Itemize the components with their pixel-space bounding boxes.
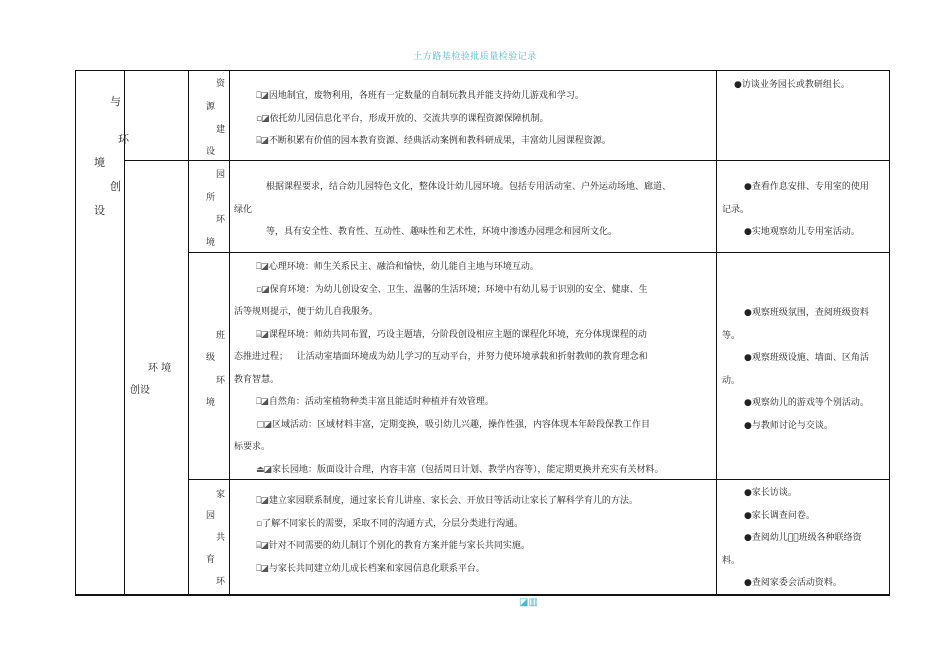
category-char: 级 bbox=[206, 353, 216, 363]
row-divider bbox=[124, 160, 890, 161]
content-line: ⎕◪因地制宜，废物利用，各班有一定数量的自制玩教具并能支持幼儿游戏和学习。 bbox=[256, 91, 584, 101]
content-line: ⎕◪建立家园联系制度，通过家长育儿讲座、家长会、开放日等活动让家长了解科学育儿的方法。 bbox=[256, 496, 638, 506]
category-char: 育 bbox=[206, 555, 216, 565]
section-char: 创 bbox=[110, 180, 121, 193]
bullet-icon: ⌸◪ bbox=[256, 541, 268, 551]
bullet-icon: ⌸◪ bbox=[256, 329, 268, 340]
section-char: 设 bbox=[94, 204, 105, 217]
category-char: 班 bbox=[216, 331, 226, 341]
bullet-icon: ▢◪ bbox=[256, 419, 272, 430]
section-char: 与 bbox=[110, 95, 121, 108]
method-line: 料。 bbox=[722, 555, 741, 566]
content-line: 活等规则提示，便于幼儿自我服务。 bbox=[234, 307, 379, 317]
method-line: ●实地观察幼儿专用室活动。 bbox=[744, 227, 860, 237]
category-char: 境 bbox=[206, 238, 216, 248]
bullet-icon: ⎕◪ bbox=[256, 397, 268, 407]
content-line: ⏏◪家长园地：版面设计合理，内容丰富（包括周日计划、教学内容等），能定期更换并充实有关材料。 bbox=[256, 464, 664, 475]
bullet-icon: ▫◪ bbox=[256, 284, 269, 295]
subsection-label: 环 境 bbox=[148, 363, 172, 374]
col-divider bbox=[716, 70, 717, 594]
content-cell bbox=[234, 176, 671, 244]
section-char: 境 bbox=[94, 156, 105, 169]
category-char: 环 bbox=[216, 376, 226, 386]
content-line: ▫了解不同家长的需要，采取不同的沟通方式，分层分类进行沟通。 bbox=[256, 518, 524, 529]
category-char: 设 bbox=[206, 147, 216, 157]
content-line: ⎕◪心理环境：师生关系民主、融洽和愉快，幼儿能自主地与环境互动。 bbox=[256, 262, 539, 272]
category-char: 环 bbox=[216, 215, 226, 225]
method-line: ●查看作息安排、专用室的使用 bbox=[744, 182, 869, 192]
table-border-left bbox=[75, 70, 76, 594]
bullet-icon: ⎕◪ bbox=[256, 262, 268, 272]
content-line: ⌸◪针对不同需要的幼儿制订个别化的教育方案并能与家长共同实施。 bbox=[256, 541, 530, 551]
col-divider bbox=[188, 70, 189, 594]
content-line: ▢◪区域活动：区域材料丰富，定期变换，吸引幼儿兴趣，操作性强，内容体现本年龄段保教工作目 bbox=[256, 419, 651, 430]
content-line: 等，具有安全性、教育性、互动性、趣味性和艺术性，环境中渗透办园理念和园所文化。 bbox=[266, 227, 618, 237]
col-divider bbox=[124, 70, 125, 594]
content-line: ⌸◪不断积累有价值的园本教育资源、经典活动案例和教科研成果，丰富幼儿园课程资源。 bbox=[256, 136, 611, 146]
bullet-icon: ▫ bbox=[256, 518, 262, 529]
category-char: 建 bbox=[216, 125, 226, 135]
content-line: ▫◪保育环境：为幼儿创设安全、卫生、温馨的生活环境；环境中有幼儿易于识别的安全、健康、生 bbox=[256, 284, 648, 295]
bullet-icon: ⌸◪ bbox=[256, 136, 268, 146]
content-cell bbox=[256, 85, 611, 153]
content-line: ⎕◪自然角：活动室植物种类丰富且能适时种植并有效管理。 bbox=[256, 397, 494, 407]
method-cell bbox=[722, 176, 869, 244]
category-char: 园 bbox=[206, 511, 216, 521]
col-divider bbox=[229, 70, 230, 594]
content-cell bbox=[256, 490, 638, 580]
bullet-icon: ⏏◪ bbox=[256, 464, 272, 475]
method-cell bbox=[722, 302, 869, 437]
method-cell bbox=[734, 74, 850, 97]
method-line: ●家长调查问卷。 bbox=[744, 510, 815, 521]
method-line: ●观察幼儿的游戏等个别活动。 bbox=[744, 398, 869, 408]
table-border-right bbox=[889, 70, 890, 594]
method-line: ●查阅幼儿园᷃班级各种联络资 bbox=[744, 533, 862, 543]
footer-page-icon: ◪▥ bbox=[519, 597, 538, 608]
method-line: ●家长访谈。 bbox=[744, 488, 797, 498]
category-char: 资 bbox=[216, 79, 226, 89]
bullet-icon: ⎕◪ bbox=[256, 496, 268, 506]
content-line: 态推进过程； 让活动室墙面环境成为幼儿学习的互动平台，并努力使环境承载和折射教师的教育理念和 bbox=[234, 352, 648, 362]
method-line: ●与教师讨论与交谈。 bbox=[744, 420, 833, 431]
category-char: 共 bbox=[216, 533, 226, 543]
category-char: 园 bbox=[216, 170, 226, 180]
bullet-icon: ▫◪ bbox=[256, 113, 269, 124]
method-line: ●观察班级设施、墙面、区角活 bbox=[744, 353, 869, 363]
category-char: 所 bbox=[206, 193, 216, 203]
category-char: 境 bbox=[206, 398, 216, 408]
content-line: ▫◪依托幼儿园信息化平台，形成开放的、交流共享的课程资源保障机制。 bbox=[256, 113, 549, 124]
content-line: 绿化 bbox=[234, 204, 253, 215]
bullet-icon: ⎕◪ bbox=[256, 563, 268, 574]
section-char: 环 bbox=[118, 133, 129, 146]
category-char: 家 bbox=[216, 490, 226, 500]
content-line: ⌸◪课程环境：师幼共同布置，巧设主题墙，分阶段创设相应主题的课程化环境，充分体现课程的动 bbox=[256, 329, 647, 340]
bullet-icon: ⎕◪ bbox=[256, 91, 268, 101]
method-line: 动。 bbox=[722, 375, 741, 386]
method-line: 记录。 bbox=[722, 204, 750, 215]
subsection-label: 创设 bbox=[130, 385, 150, 396]
method-line: ●访谈业务园长或教研组长。 bbox=[734, 80, 850, 90]
page-header: 土方路基检验批质量检验记录 bbox=[413, 52, 537, 62]
content-line: ⎕◪与家长共同建立幼儿成长档案和家园信息化联系平台。 bbox=[256, 563, 485, 574]
content-line: 根据课程要求，结合幼儿园特色文化，整体设计幼儿园环境。包括专用活动室、户外运动场地、廊道、 bbox=[266, 182, 672, 192]
method-line: ●查阅家委会活动资料。 bbox=[744, 578, 842, 588]
content-cell bbox=[234, 256, 664, 481]
method-cell bbox=[722, 482, 862, 595]
content-line: 标要求。 bbox=[234, 442, 271, 452]
content-line: 教育智慧。 bbox=[234, 374, 280, 385]
method-line: ●观察班级氛围，查阅班级资料 bbox=[744, 308, 869, 318]
method-line: 等。 bbox=[722, 330, 741, 341]
category-char: 源 bbox=[206, 102, 216, 112]
row-divider bbox=[188, 252, 890, 253]
category-char: 环 bbox=[216, 577, 226, 587]
